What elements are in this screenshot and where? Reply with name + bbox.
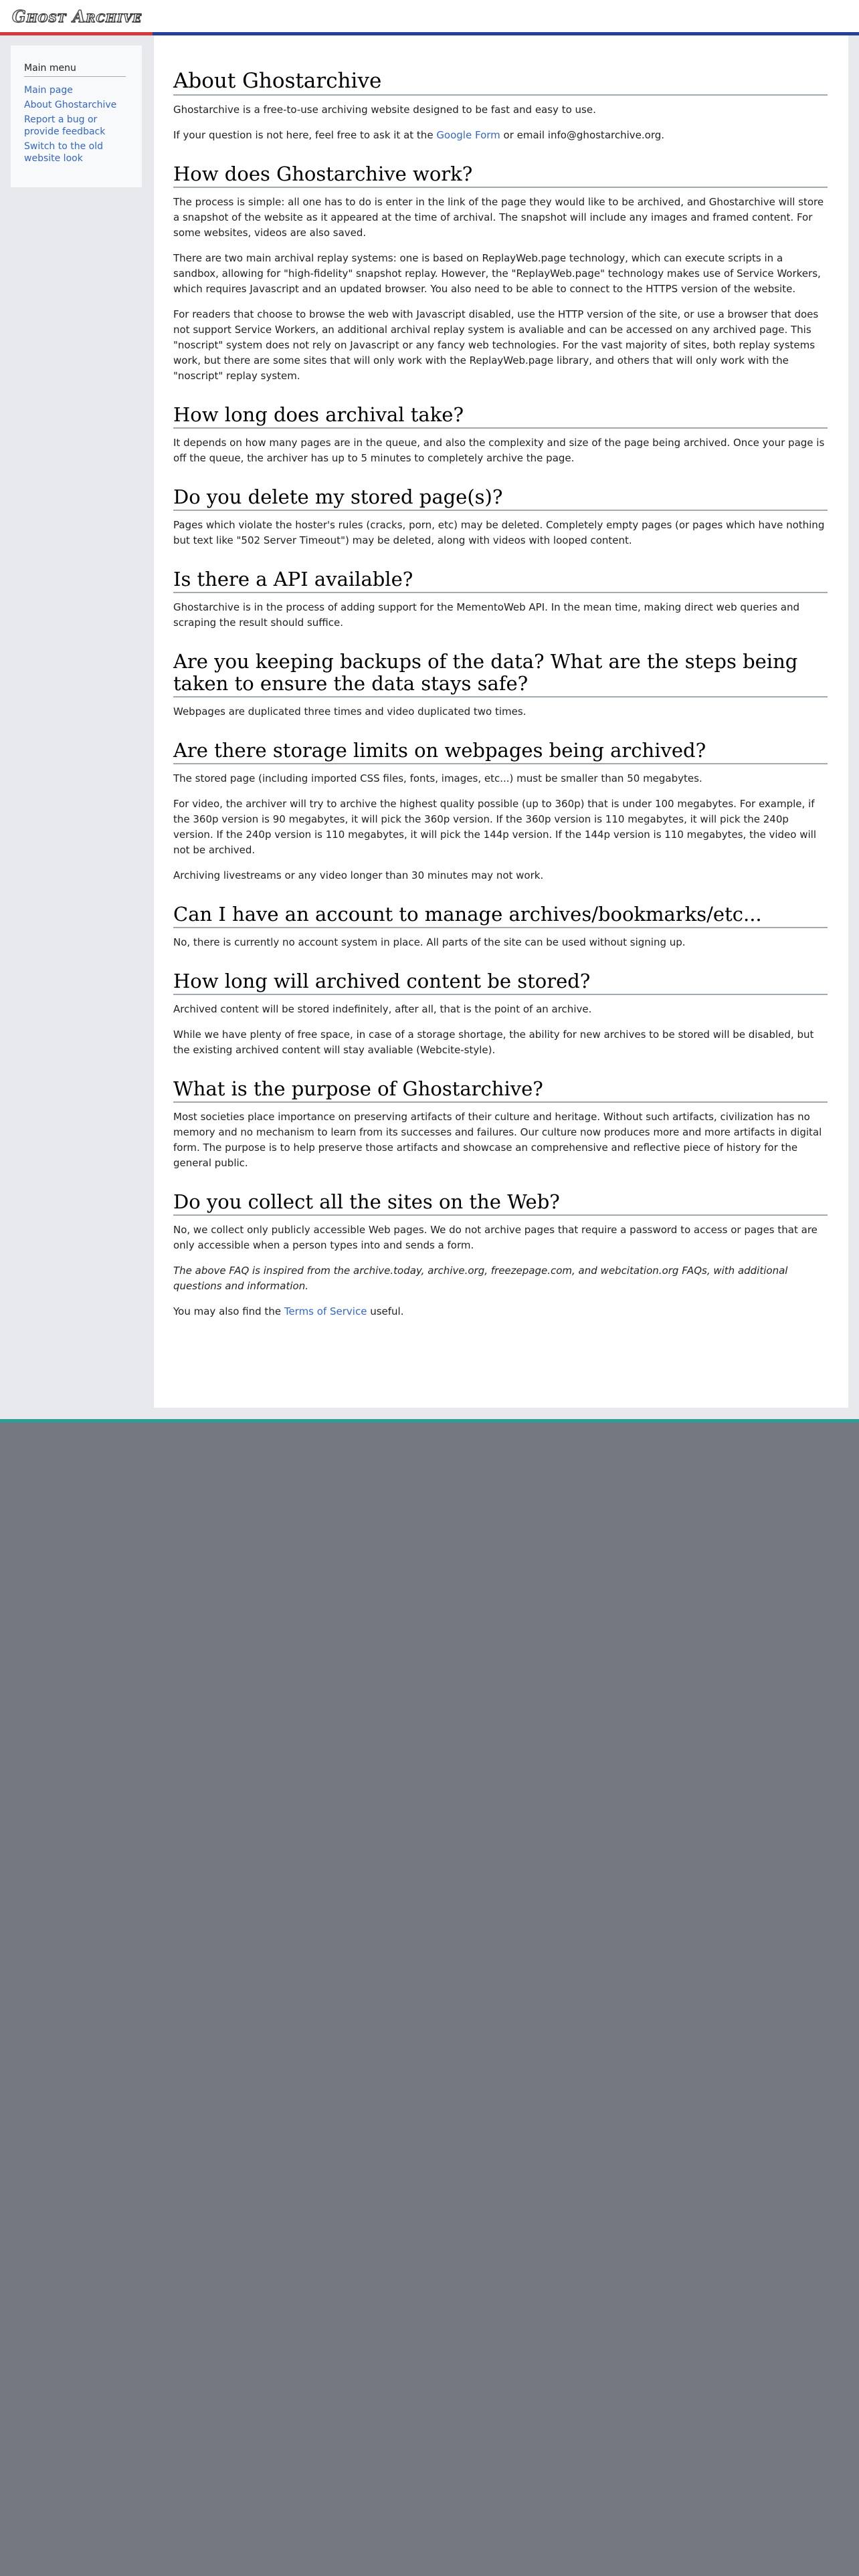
- section-paragraph: Archived content will be stored indefinitely, after all, that is the point of an archive.: [173, 1003, 592, 1015]
- section-heading-purpose: What is the purpose of Ghostarchive?: [173, 1078, 828, 1103]
- section-heading-api: Is there a API available?: [173, 568, 828, 593]
- google-form-link[interactable]: Google Form: [436, 129, 500, 141]
- section-heading-retention: How long will archived content be stored?: [173, 970, 828, 995]
- sidebar-menu: [11, 45, 142, 187]
- section-paragraph: There are two main archival replay systems: one is based on ReplayWeb.page technology, which can execute scripts in a sandbox, allowing for "high-fidelity" snapshot replay. However, the "ReplayWeb.page" technology makes use of Service Workers, which requires Javascript and an updated browser. You also need to be able to connect to the HTTPS version of the website.: [173, 252, 821, 295]
- section-heading-archival-time: How long does archival take?: [173, 404, 828, 429]
- sidebar-link-main-page[interactable]: Main page: [24, 85, 73, 96]
- section-paragraph: No, we collect only publicly accessible Web pages. We do not archive pages that require a password to access or pages that are only accessible when a person types into and sends a form.: [173, 1224, 818, 1251]
- faq-inspiration-note: The above FAQ is inspired from the archive.today, archive.org, freezepage.com, and webcitation.org FAQs, with additional questions and information.: [173, 1265, 788, 1292]
- section-paragraph: No, there is currently no account system in place. All parts of the site can be used without signing up.: [173, 936, 686, 948]
- sidebar-link-about[interactable]: About Ghostarchive: [24, 100, 117, 110]
- main-content: [154, 35, 848, 1408]
- sidebar-link-old-look[interactable]: Switch to the old website look: [24, 141, 104, 164]
- section-heading-collect-all: Do you collect all the sites on the Web?: [173, 1191, 828, 1216]
- section-paragraph: For readers that choose to browse the web with Javascript disabled, use the HTTP version of the site, or use a browser that does not support Service Workers, an additional archival replay system is avaliable and can be accessed on any archived page. This "noscript" system does not rely on Javascript or any fancy web technologies. For the vast majority of sites, both replay systems work, but there are some sites that will only work with the ReplayWeb.page library, and others that will only work with the "noscript" replay system.: [173, 308, 819, 382]
- sidebar-link-report-bug[interactable]: Report a bug or provide feedback: [24, 114, 106, 137]
- section-heading-storage-limits: Are there storage limits on webpages being archived?: [173, 740, 828, 764]
- terms-of-service-link[interactable]: Terms of Service: [284, 1305, 367, 1317]
- tos-text-after: useful.: [367, 1305, 404, 1317]
- section-paragraph: Most societies place importance on preserving artifacts of their culture and heritage. Without such artifacts, civilization has no memory and no mechanism to learn from its successes and failures. Our culture now produces more and more artifacts in digital form. The purpose is to help preserve those artifacts and showcase an comprehensive and reflective piece of history for the general public.: [173, 1111, 822, 1169]
- section-heading-accounts: Can I have an account to manage archives/bookmarks/etc...: [173, 903, 828, 928]
- section-heading-backups: Are you keeping backups of the data? What are the steps being taken to ensure the data stays safe?: [173, 651, 828, 697]
- section-paragraph: While we have plenty of free space, in case of a storage shortage, the ability for new archives to be stored will be disabled, but the existing archived content will stay avaliable (Webcite-style).: [173, 1029, 814, 1056]
- content-body: [173, 69, 828, 1329]
- intro-paragraph: Ghostarchive is a free-to-use archiving website designed to be fast and easy to use.: [173, 104, 596, 116]
- contact-text-after: or email info@ghostarchive.org.: [500, 129, 665, 141]
- footer-divider: [0, 1419, 859, 1422]
- logo-text[interactable]: Ghost Archive: [12, 6, 142, 26]
- section-paragraph: For video, the archiver will try to archive the highest quality possible (up to 360p) that is under 100 megabytes. For example, if the 360p version is 90 megabytes, it will pick the 360p version. If the 360p version is 110 megabytes, it will pick the 240p version. If the 240p version is 110 megabytes, it will pick the 144p version. If the 144p version is 110 megabytes, the video will not be archived.: [173, 798, 816, 856]
- section-paragraph: The stored page (including imported CSS files, fonts, images, etc...) must be smaller than 50 megabytes.: [173, 772, 702, 784]
- sidebar-list: [24, 84, 131, 167]
- contact-text-before: If your question is not here, feel free to ask it at the: [173, 129, 437, 141]
- header-bar: [0, 0, 859, 32]
- sidebar-item-main-page: [24, 84, 131, 96]
- section-heading-deletion: Do you delete my stored page(s)?: [173, 486, 828, 511]
- section-paragraph: It depends on how many pages are in the queue, and also the complexity and size of the page being archived. Once your page is off the queue, the archiver has up to 5 minutes to completely archive the page.: [173, 437, 825, 464]
- section-paragraph: The process is simple: all one has to do is enter in the link of the page they would like to be archived, and Ghostarchive will store a snapshot of the website as it appeared at the time of archival. The snapshot will include any images and framed content. For some websites, videos are also saved.: [173, 196, 824, 239]
- sidebar-item-report-bug: [24, 114, 131, 138]
- page-title: About Ghostarchive: [173, 69, 828, 96]
- site-logo[interactable]: [12, 7, 142, 25]
- section-paragraph: Webpages are duplicated three times and video duplicated two times.: [173, 706, 527, 718]
- section-paragraph: Archiving livestreams or any video longer than 30 minutes may not work.: [173, 869, 544, 881]
- section-paragraph: Ghostarchive is in the process of adding support for the MementoWeb API. In the mean time, making direct web queries and scraping the result should suffice.: [173, 601, 800, 629]
- sidebar-heading: Main menu: [24, 63, 126, 77]
- section-heading-how-it-works: How does Ghostarchive work?: [173, 163, 828, 188]
- sidebar-item-old-look: [24, 140, 131, 165]
- section-paragraph: Pages which violate the hoster's rules (cracks, porn, etc) may be deleted. Completely empty pages (or pages which have nothing but text like "502 Server Timeout") may be deleted, along with videos with looped content.: [173, 519, 825, 546]
- sidebar-item-about: [24, 99, 131, 111]
- contact-paragraph: [173, 128, 828, 143]
- tos-text-before: You may also find the: [173, 1305, 284, 1317]
- tos-paragraph: [173, 1304, 828, 1319]
